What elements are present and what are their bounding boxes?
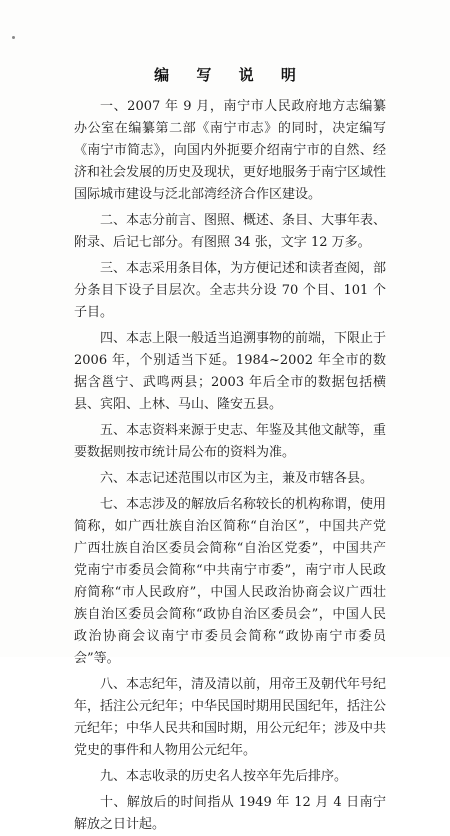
paragraph-4: 四、本志上限一般适当追溯事物的前端，下限止于 2006 年，个别适当下延。1984~2002 年全市的数据含邕宁、武鸣两县；2003 年后全市的数据包括横县、宾阳、上林、马山、隆安五县。 (74, 331, 387, 412)
scan-speck (12, 36, 15, 39)
paragraph-5: 五、本志资料来源于史志、年鉴及其他文献等，重要数据则按市统计局公布的资料为准。 (74, 423, 387, 460)
page-title: 编 写 说 明 (154, 66, 307, 84)
paragraph-2: 二、本志分前言、图照、概述、条目、大事年表、附录、后记七部分。有图照 34 张，文字 12 万多。 (74, 213, 387, 250)
document-body (74, 96, 386, 836)
paragraph-3: 三、本志采用条目体，为方便记述和读者查阅，部分条目下设子目层次。全志共分设 70 个目、101 个子目。 (74, 261, 387, 320)
paragraph-9: 九、本志收录的历史名人按卒年先后排序。 (100, 769, 348, 784)
paragraph-6: 六、本志记述范围以市区为主，兼及市辖各县。 (100, 471, 374, 486)
paragraph-1: 一、2007 年 9 月，南宁市人民政府地方志编纂办公室在编纂第二部《南宁市志》的同时，决定编写《南宁市简志》，向国内外扼要介绍南宁市的自然、经济和社会发展的历史及现状，更好地服务于南宁区域性国际城市建设与泛北部湾经济合作区建设。 (74, 99, 387, 202)
paragraph-10: 十、解放后的时间指从 1949 年 12 月 4 日南宁解放之日计起。 (74, 795, 386, 832)
paragraph-8: 八、本志纪年，清及清以前，用帝王及朝代年号纪年，括注公元纪年；中华民国时期用民国纪年，括注公元纪年；中华人民共和国时期，用公元纪年；涉及中共党史的事件和人物用公元纪年。 (74, 677, 387, 758)
paragraph-7: 七、本志涉及的解放后名称较长的机构称谓，使用简称，如广西壮族自治区简称“自治区”，中国共产党广西壮族自治区委员会简称“自治区党委”，中国共产党南宁市委员会简称“中共南宁市委”，南宁市人民政府简称“市人民政府”，中国人民政治协商会议广西壮族自治区委员会简称“政协自治区委员会”，中国人民政治协商会议南宁市委员会简称“政协南宁市委员会”等。 (74, 497, 387, 666)
